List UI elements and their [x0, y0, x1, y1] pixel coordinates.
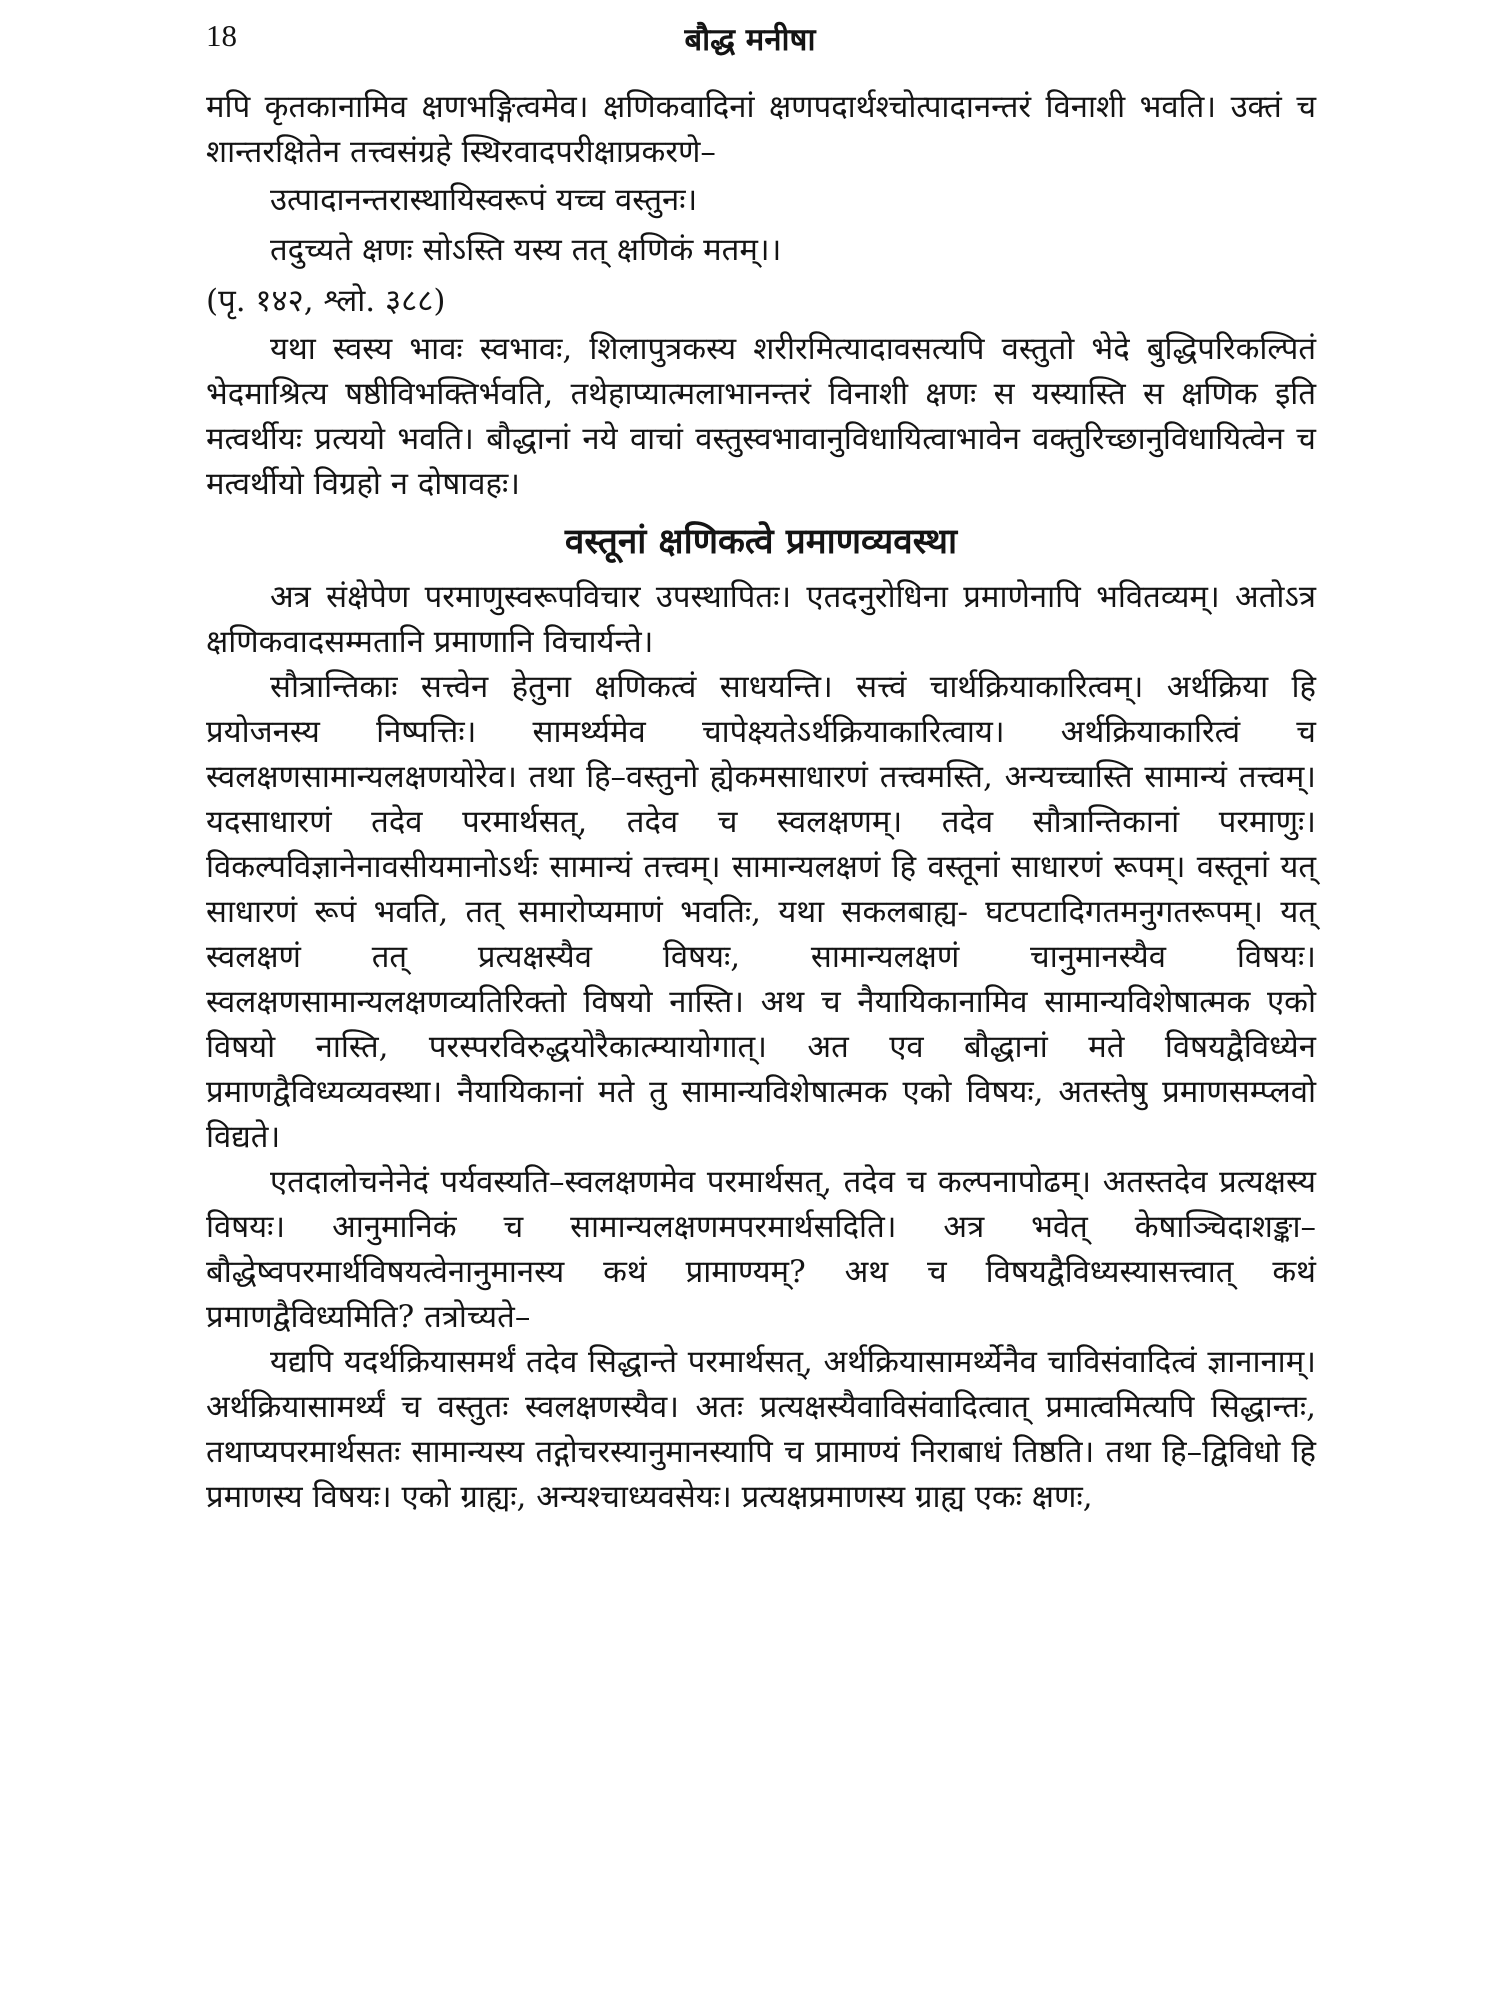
section-heading: वस्तूनां क्षणिकत्वे प्रमाणव्यवस्था [564, 521, 958, 562]
paragraph-6: यद्यपि यदर्थक्रियासमर्थं तदेव सिद्धान्ते परमार्थसत्, अर्थक्रियासामर्थ्येनैव चाविसंवादित्वं ज्ञानानाम्। अर्थक्रियासामर्थ्यं च वस्तुतः स्वलक्षणस्यैव। अतः प्रत्यक्षस्यैवाविसंवादित्वात् प्रमात्वमित्यपि सिद्धान्तः, तथाप्यपरमार्थसतः सामान्यस्य तद्गोचरस्यानुमानस्यापि च प्रामाण्यं निराबाधं तिष्ठति। तथा हि–द्विविधो हि प्रमाणस्य विषयः। एको ग्राह्यः, अन्यश्चाध्यवसेयः। प्रत्यक्षप्रमाणस्य ग्राह्य एकः क्षणः, [206, 1344, 1316, 1515]
verse-reference: (पृ. १४२, श्लो. ३८८) [206, 283, 446, 319]
running-title: बौद्ध मनीषा [684, 22, 816, 58]
paragraph-continuation: मपि कृतकानामिव क्षणभङ्गित्वमेव। क्षणिकवादिनां क्षणपदार्थश्चोत्पादानन्तरं विनाशी भवति। उक्तं च शान्तरक्षितेन तत्त्वसंग्रहे स्थिरवादपरीक्षाप्रकरणे– [206, 89, 1316, 170]
page-body [206, 85, 1316, 1520]
verse-block [206, 175, 1316, 275]
paragraph-5: एतदालोचनेनेदं पर्यवस्यति–स्वलक्षणमेव परमार्थसत्, तदेव च कल्पनापोढम्। अतस्तदेव प्रत्यक्षस्य विषयः। आनुमानिकं च सामान्यलक्षणमपरमार्थसदिति। अत्र भवेत् केषाञ्चिदाशङ्का–बौद्धेष्वपरमार्थविषयत्वेनानुमानस्य कथं प्रामाण्यम्? अथ च विषयद्वैविध्यस्यासत्त्वात् कथं प्रमाणद्वैविध्यमिति? तत्रोच्यते– [206, 1164, 1316, 1335]
verse-line-1: उत्पादानन्तरास्थायिस्वरूपं यच्च वस्तुनः। [270, 182, 698, 218]
verse-line-2: तदुच्यते क्षणः सोऽस्ति यस्य तत् क्षणिकं मतम्।। [270, 232, 782, 268]
page-number: 18 [206, 18, 237, 53]
paragraph-2: यथा स्वस्य भावः स्वभावः, शिलापुत्रकस्य शरीरमित्यादावसत्यपि वस्तुतो भेदे बुद्धिपरिकल्पितं भेदमाश्रित्य षष्ठीविभक्तिर्भवति, तथेहाप्यात्मलाभानन्तरं विनाशी क्षणः स यस्यास्ति स क्षणिक इति मत्वर्थीयः प्रत्ययो भवति। बौद्धानां नये वाचां वस्तुस्वभावानुविधायित्वाभावेन वक्तुरिच्छानुविधायित्वेन च मत्वर्थीयो विग्रहो न दोषावहः। [206, 331, 1316, 502]
paragraph-3: अत्र संक्षेपेण परमाणुस्वरूपविचार उपस्थापितः। एतदनुरोधिना प्रमाणेनापि भवितव्यम्। अतोऽत्र क्षणिकवादसम्मतानि प्रमाणानि विचार्यन्ते। [206, 579, 1316, 660]
paragraph-4: सौत्रान्तिकाः सत्त्वेन हेतुना क्षणिकत्वं साधयन्ति। सत्त्वं चार्थक्रियाकारित्वम्। अर्थक्रिया हि प्रयोजनस्य निष्पत्तिः। सामर्थ्यमेव चापेक्ष्यतेऽर्थक्रियाकारित्वाय। अर्थक्रियाकारित्वं च स्वलक्षणसामान्यलक्षणयोरेव। तथा हि–वस्तुनो ह्येकमसाधारणं तत्त्वमस्ति, अन्यच्चास्ति सामान्यं तत्त्वम्। यदसाधारणं तदेव परमार्थसत्, तदेव च स्वलक्षणम्। तदेव सौत्रान्तिकानां परमाणुः। विकल्पविज्ञानेनावसीयमानोऽर्थः सामान्यं तत्त्वम्। सामान्यलक्षणं हि वस्तूनां साधारणं रूपम्। वस्तूनां यत् साधारणं रूपं भवति, तत् समारोप्यमाणं भवतिः, यथा सकलबाह्य- घटपटादिगतमनुगतरूपम्। यत् स्वलक्षणं तत् प्रत्यक्षस्यैव विषयः, सामान्यलक्षणं चानुमानस्यैव विषयः। स्वलक्षणसामान्यलक्षणव्यतिरिक्तो विषयो नास्ति। अथ च नैयायिकानामिव सामान्यविशेषात्मक एको विषयो नास्ति, परस्परविरुद्धयोरैकात्म्यायोगात्। अत एव बौद्धानां मते विषयद्वैविध्येन प्रमाणद्वैविध्यव्यवस्था। नैयायिकानां मते तु सामान्यविशेषात्मक एको विषयः, अतस्तेषु प्रमाणसम्प्लवो विद्यते। [206, 669, 1316, 1155]
page-header [0, 18, 1500, 78]
